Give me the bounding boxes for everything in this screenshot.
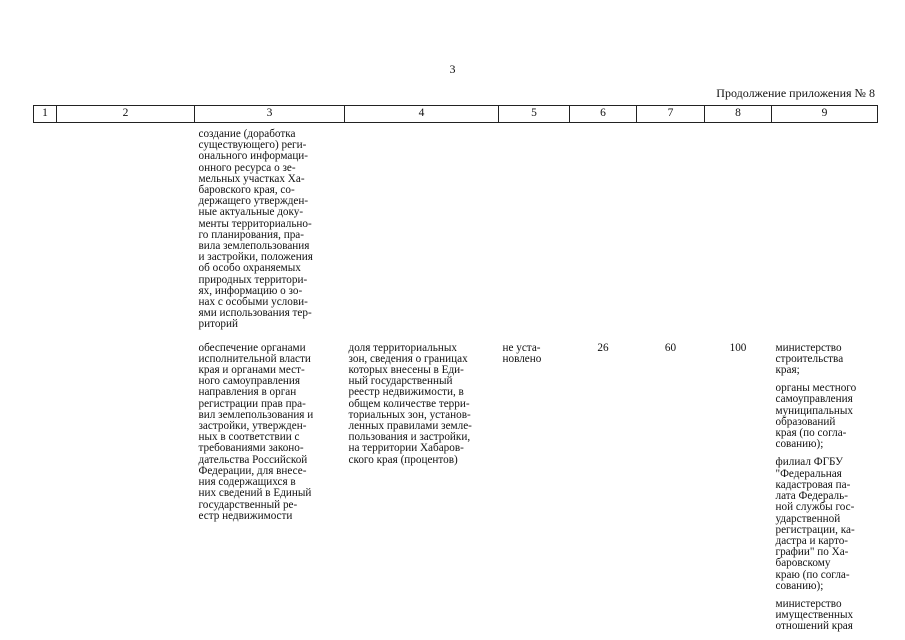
column-number-row: [34, 106, 878, 123]
column-header-4: 4: [345, 106, 499, 123]
value-cell: 26: [597, 341, 609, 354]
measure-cell: создание (доработка существующего) реги- онального информаци- онного ресурса о зе- мельных участках Ха- баровского края, со- держащего утвержден- ные актуальные доку- менты территориально- го планирования, пра- вила землепользования и застройки, положения об особо охраняемых природных территори- ях, информацию о зо- нах с особыми услови- ями использования тер- риторий: [198, 128, 313, 331]
responsible-cell: [772, 343, 878, 640]
column-header-7: 7: [637, 106, 705, 123]
value-cell: 100: [729, 341, 747, 354]
indicator-cell: доля территориальных зон, сведения о границах которых внесены в Еди- ный государственный реестр недвижимости, в общем количестве терри- ториальных зон, установ- ленных правилами земле- пользования и застройки, на территории Хабаров- ского края (процентов): [348, 341, 472, 466]
table-row: [34, 123, 878, 331]
appendix-continuation-label: Продолжение приложения № 8: [716, 86, 875, 100]
responsible-item: министерство имущественных отношений края: [775, 597, 854, 633]
responsible-item: министерство строительства края;: [775, 341, 844, 377]
responsible-item: филиал ФГБУ "Федеральная кадастровая па- лата Федераль- ной службы гос- ударственной регистрации, ка- дастра и карто- графии" по Ха- баровскому краю (по согла- сованию);: [775, 456, 855, 592]
column-header-8: 8: [705, 106, 772, 123]
value-cell: 60: [664, 341, 677, 354]
column-header-5: 5: [499, 106, 570, 123]
responsible-item: органы местного самоуправления муниципальных образований края (по согла- сованию);: [775, 382, 857, 451]
column-header-2: 2: [57, 106, 195, 123]
table-row: [34, 343, 878, 640]
base-value-cell: не уста- новлено: [502, 341, 542, 365]
column-header-3: 3: [195, 106, 345, 123]
column-header-6: 6: [570, 106, 637, 123]
column-header-1: 1: [34, 106, 57, 123]
page-number: 3: [449, 62, 456, 76]
program-table: [33, 105, 878, 640]
measure-cell: обеспечение органами исполнительной власти края и органами мест- ного самоуправления направления в орган регистрации прав пра- вил землепользования и застройки, утвержден- ных в соответствии с требованиями законо- дательства Российской Федерации, для внесе- ния содержащихся в них сведений в Единый государственный ре- естр недвижимости: [198, 341, 314, 522]
column-header-9: 9: [772, 106, 878, 123]
